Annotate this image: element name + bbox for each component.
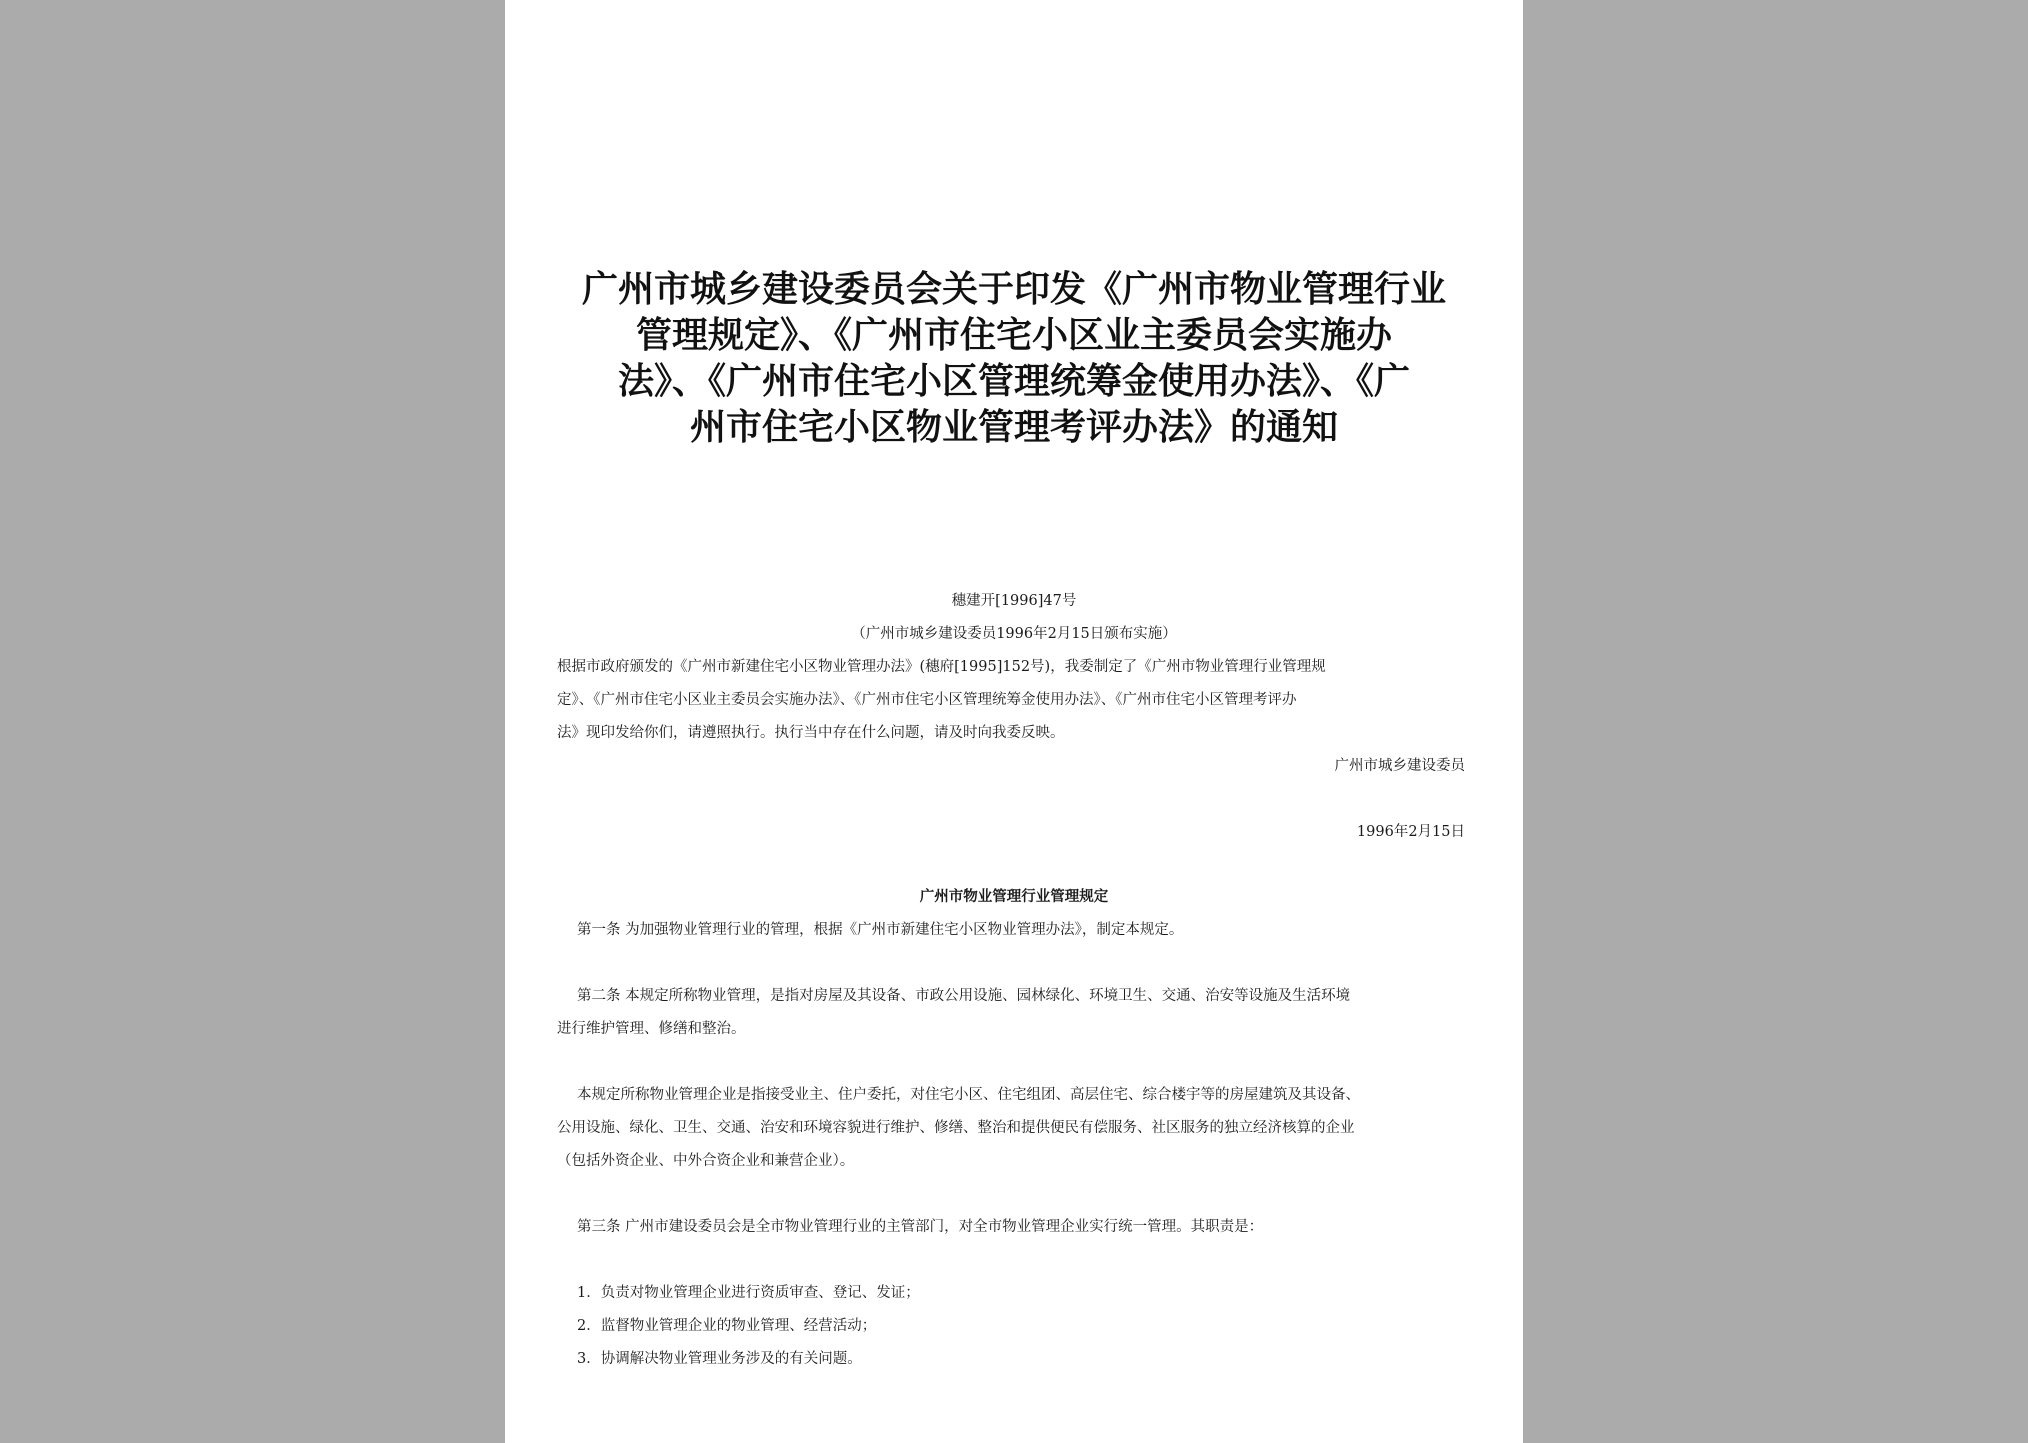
article-2-line: 进行维护管理、修缮和整治。 (557, 1021, 746, 1037)
document-title-line: 州市住宅小区物业管理考评办法》的通知 (689, 406, 1338, 448)
duty-item: 2．监督物业管理企业的物业管理、经营活动； (577, 1318, 877, 1334)
issuer-signature: 广州市城乡建设委员 (1334, 758, 1465, 774)
document-title-line: 法》、《广州市住宅小区管理统筹金使用办法》、《广 (617, 360, 1410, 402)
duty-item: 3．协调解决物业管理业务涉及的有关问题。 (577, 1351, 862, 1367)
article-1: 第一条 为加强物业管理行业的管理，根据《广州市新建住宅小区物业管理办法》，制定本规定。 (577, 922, 1184, 938)
article-3: 第三条 广州市建设委员会是全市物业管理行业的主管部门，对全市物业管理企业实行统一管理。其职责是： (577, 1219, 1264, 1235)
article-2b-line: 本规定所称物业管理企业是指接受业主、住户委托，对住宅小区、住宅组团、高层住宅、综合楼宇等的房屋建筑及其设备、 (577, 1087, 1360, 1103)
document-page (505, 0, 1523, 1443)
document-title-line: 管理规定》、《广州市住宅小区业主委员会实施办 (635, 314, 1392, 356)
issue-date: 1996年2月15日 (1356, 824, 1465, 840)
section-title: 广州市物业管理行业管理规定 (919, 888, 1109, 905)
document-title-line: 广州市城乡建设委员会关于印发《广州市物业管理行业 (581, 268, 1446, 310)
intro-paragraph-line: 定》、《广州市住宅小区业主委员会实施办法》、《广州市住宅小区管理统筹金使用办法》、《广州市住宅小区管理考评办 (557, 692, 1297, 708)
article-2-line: 第二条 本规定所称物业管理，是指对房屋及其设备、市政公用设施、园林绿化、环境卫生、交通、治安等设施及生活环境 (577, 988, 1351, 1004)
issued-note: （广州市城乡建设委员1996年2月15日颁布实施） (851, 626, 1177, 642)
duty-item: 1．负责对物业管理企业进行资质审查、登记、发证； (577, 1285, 920, 1301)
document-number: 穗建开[1996]47号 (951, 593, 1077, 609)
intro-paragraph-line: 根据市政府颁发的《广州市新建住宅小区物业管理办法》(穗府[1995]152号)，我委制定了《广州市物业管理行业管理规 (557, 659, 1326, 675)
intro-paragraph-line: 法》现印发给你们，请遵照执行。执行当中存在什么问题，请及时向我委反映。 (557, 725, 1065, 741)
article-2b-line: （包括外资企业、中外合资企业和兼营企业）。 (557, 1153, 855, 1169)
article-2b-line: 公用设施、绿化、卫生、交通、治安和环境容貌进行维护、修缮、整治和提供便民有偿服务、社区服务的独立经济核算的企业 (557, 1120, 1355, 1136)
